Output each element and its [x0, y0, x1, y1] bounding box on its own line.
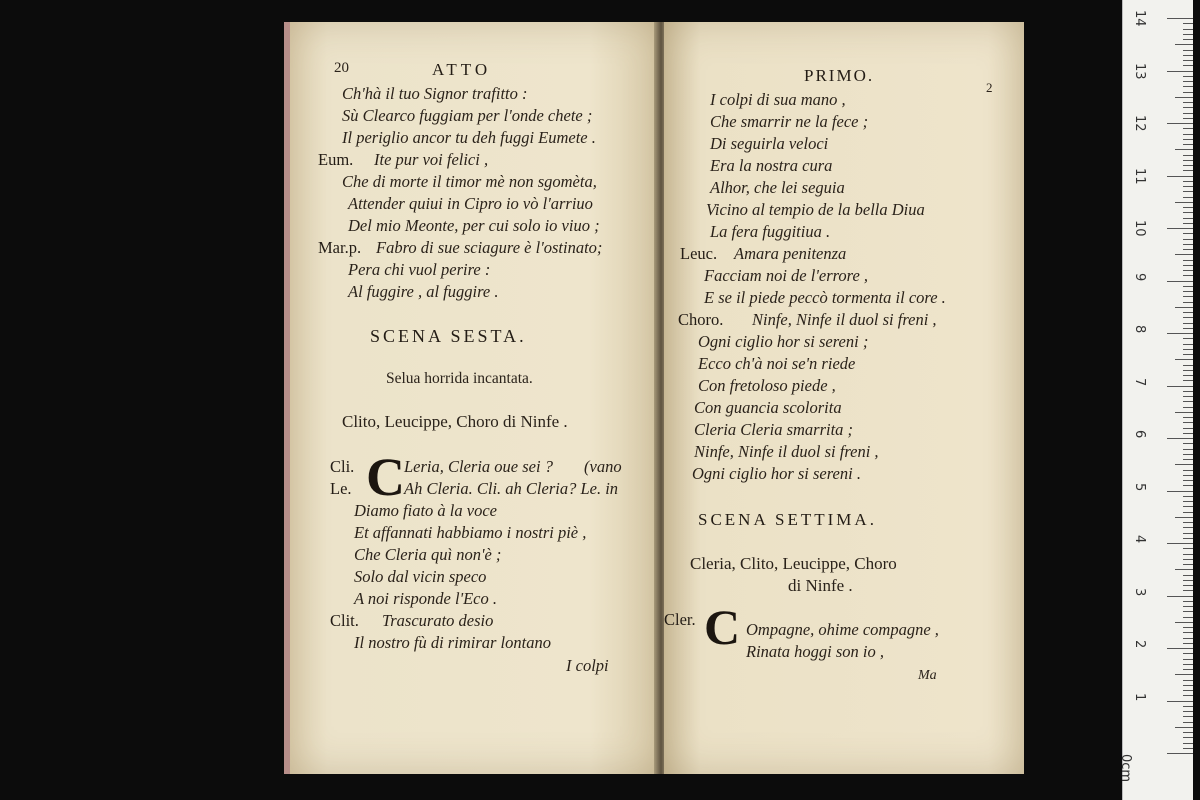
ruler-tick [1183, 249, 1193, 250]
ruler-number: 1 [1132, 692, 1147, 701]
verse-line: Ch'hà il tuo Signor trafitto : [342, 84, 528, 103]
ruler-tick [1183, 669, 1193, 670]
ruler-tick [1183, 34, 1193, 35]
verse-line: Ah Cleria. Cli. ah Cleria? Le. in [404, 479, 619, 498]
ruler-tick [1183, 207, 1193, 208]
ruler-tick [1183, 323, 1193, 324]
catchword: I colpi [566, 656, 609, 675]
measurement-ruler [1118, 0, 1193, 800]
scene-title: SCENA SESTA. [370, 326, 527, 346]
ruler-tick [1183, 695, 1193, 696]
ruler-tick [1183, 632, 1193, 633]
verse-line: Con guancia scolorita [694, 398, 842, 417]
ruler-number: 4 [1132, 535, 1147, 544]
ruler-tick [1167, 71, 1193, 72]
ruler-tick [1183, 296, 1193, 297]
ruler-tick [1167, 753, 1193, 754]
ruler-tick [1183, 380, 1193, 381]
ruler-tick [1183, 711, 1193, 712]
ruler-tick [1183, 449, 1193, 450]
ruler-tick [1183, 548, 1193, 549]
ruler-tick [1183, 428, 1193, 429]
verse-line: Alhor, che lei seguia [710, 178, 845, 197]
verse-line: Ite pur voi felici , [374, 150, 489, 169]
ruler-unit: 0cm [1118, 754, 1133, 783]
ruler-tick [1183, 475, 1193, 476]
ruler-number: 10 [1132, 220, 1147, 237]
ruler-tick [1175, 517, 1193, 518]
ruler-number: 12 [1132, 115, 1147, 132]
ruler-tick [1183, 485, 1193, 486]
ruler-tick [1183, 748, 1193, 749]
ruler-tick [1183, 233, 1193, 234]
speaker-label: Le. [330, 479, 352, 498]
ruler-tick [1183, 643, 1193, 644]
ruler-tick [1183, 391, 1193, 392]
ruler-tick [1183, 181, 1193, 182]
ruler-tick [1183, 344, 1193, 345]
ruler-tick [1183, 743, 1193, 744]
verse-line: Solo dal vicin speco [354, 567, 487, 586]
ruler-tick [1183, 370, 1193, 371]
speaker-label: Choro. [678, 310, 724, 329]
ruler-tick [1167, 701, 1193, 702]
verse-line: Che di morte il timor mè non sgomèta, [342, 172, 597, 191]
ruler-tick [1183, 286, 1193, 287]
ruler-tick [1183, 23, 1193, 24]
ruler-tick [1175, 307, 1193, 308]
speaker-label: Eum. [318, 150, 354, 169]
ruler-number: 13 [1132, 62, 1147, 80]
running-head: PRIMO. [804, 66, 875, 85]
ruler-tick [1167, 281, 1193, 282]
ruler-tick [1183, 559, 1193, 560]
ruler-tick [1183, 396, 1193, 397]
ruler-tick [1175, 464, 1193, 465]
ruler-tick [1183, 470, 1193, 471]
ruler-tick [1183, 349, 1193, 350]
ruler-tick [1183, 401, 1193, 402]
ruler-tick [1183, 407, 1193, 408]
ruler-tick [1167, 18, 1193, 19]
ruler-tick [1175, 44, 1193, 45]
verse-line: E se il piede peccò tormenta il core . [704, 288, 946, 307]
verse-line: Vicino al tempio de la bella Diua [706, 200, 925, 219]
ruler-tick [1183, 443, 1193, 444]
scene-characters: di Ninfe . [788, 576, 853, 595]
ruler-tick [1183, 653, 1193, 654]
ruler-tick [1183, 118, 1193, 119]
ruler-tick [1167, 491, 1193, 492]
verse-line: Fabro di sue sciagure è l'ostinato; [376, 238, 603, 257]
ruler-tick [1183, 433, 1193, 434]
verse-line: Pera chi vuol perire : [348, 260, 491, 279]
ruler-tick [1183, 155, 1193, 156]
ruler-tick [1183, 107, 1193, 108]
drop-cap: C [704, 599, 741, 655]
scene-title: SCENA SETTIMA. [698, 510, 877, 529]
scene-characters: Cleria, Clito, Leucippe, Choro [690, 554, 897, 573]
ruler-tick [1183, 722, 1193, 723]
verse-line: Ogni ciglio hor si sereni . [692, 464, 861, 483]
ruler-tick [1183, 522, 1193, 523]
ruler-number: 5 [1132, 482, 1147, 491]
ruler-tick [1183, 317, 1193, 318]
ruler-tick [1167, 176, 1193, 177]
ruler-tick [1175, 569, 1193, 570]
ruler-tick [1183, 55, 1193, 56]
ruler-tick [1183, 60, 1193, 61]
speaker-label: Leuc. [680, 244, 718, 263]
ruler-tick [1183, 244, 1193, 245]
verse-line: Facciam noi de l'errore , [704, 266, 869, 285]
verse-line: Al fuggire , al fuggire . [348, 282, 499, 301]
ruler-tick [1175, 727, 1193, 728]
ruler-number: 11 [1132, 167, 1147, 185]
ruler-tick [1183, 664, 1193, 665]
verse-line: Rinata hoggi son io , [746, 642, 884, 661]
ruler-tick [1183, 454, 1193, 455]
ruler-tick [1183, 480, 1193, 481]
ruler-tick [1183, 338, 1193, 339]
ruler-tick [1183, 580, 1193, 581]
ruler-tick [1175, 359, 1193, 360]
ruler-tick [1183, 365, 1193, 366]
ruler-tick [1183, 354, 1193, 355]
running-head: ATTO [432, 60, 492, 79]
ruler-tick [1183, 76, 1193, 77]
ruler-tick [1183, 496, 1193, 497]
ruler-tick [1183, 417, 1193, 418]
ruler-tick [1183, 575, 1193, 576]
ruler-number: 6 [1132, 430, 1147, 439]
ruler-tick [1183, 275, 1193, 276]
ruler-tick [1183, 512, 1193, 513]
catchword: Ma [918, 668, 937, 683]
ruler-tick [1183, 223, 1193, 224]
ruler-tick [1183, 65, 1193, 66]
ruler-tick [1183, 533, 1193, 534]
ruler-tick [1183, 659, 1193, 660]
ruler-tick [1183, 506, 1193, 507]
verse-line: Leria, Cleria oue sei ? [404, 457, 553, 476]
ruler-number: 2 [1132, 640, 1147, 649]
ruler-tick [1183, 39, 1193, 40]
verse-line: Il nostro fù di rimirar lontano [354, 633, 551, 652]
verse-line: Con fretoloso piede , [698, 376, 836, 395]
ruler-number: 7 [1132, 377, 1147, 386]
verse-line: La fera fuggitiua . [710, 222, 831, 241]
open-book [284, 22, 1024, 774]
ruler-tick [1183, 706, 1193, 707]
ruler-tick [1167, 543, 1193, 544]
ruler-tick [1183, 312, 1193, 313]
ruler-tick [1167, 333, 1193, 334]
verse-line: Amara penitenza [734, 244, 847, 263]
ruler-tick [1167, 648, 1193, 649]
speaker-label: Cli. [330, 457, 355, 476]
verse-line: Attender quiui in Cipro io vò l'arriuo [348, 194, 593, 213]
speaker-label: Clit. [330, 611, 359, 630]
verse-line: (vano [584, 457, 622, 476]
ruler-tick [1183, 422, 1193, 423]
verse-line: Ninfe, Ninfe il duol si freni , [694, 442, 879, 461]
ruler-tick [1175, 622, 1193, 623]
ruler-tick [1183, 590, 1193, 591]
ruler-tick [1183, 170, 1193, 171]
drop-cap: C [366, 447, 405, 507]
ruler-tick [1183, 212, 1193, 213]
speaker-label: Mar.p. [318, 238, 362, 257]
ruler-tick [1183, 732, 1193, 733]
verse-line: Diamo fiato à la voce [354, 501, 497, 520]
ruler-tick [1183, 218, 1193, 219]
verse-line: Il periglio ancor tu deh fuggi Eumete . [342, 128, 596, 147]
ruler-tick [1167, 228, 1193, 229]
ruler-tick [1183, 638, 1193, 639]
verse-line: Ecco ch'à noi se'n riede [698, 354, 856, 373]
ruler-tick [1183, 239, 1193, 240]
ruler-tick [1183, 265, 1193, 266]
verse-line: Ninfe, Ninfe il duol si freni , [752, 310, 937, 329]
ruler-tick [1183, 501, 1193, 502]
ruler-tick [1183, 291, 1193, 292]
ruler-tick [1183, 459, 1193, 460]
ruler-tick [1183, 128, 1193, 129]
ruler-tick [1183, 86, 1193, 87]
ruler-number: 14 [1132, 10, 1147, 27]
ruler-tick [1183, 554, 1193, 555]
ruler-tick [1183, 186, 1193, 187]
verse-line: Ompagne, ohime compagne , [746, 620, 939, 639]
ruler-tick [1183, 144, 1193, 145]
ruler-tick [1183, 92, 1193, 93]
ruler-tick [1183, 165, 1193, 166]
verse-line: Trascurato desio [382, 611, 494, 630]
ruler-tick [1183, 81, 1193, 82]
verse-line: Sù Clearco fuggiam per l'onde chete ; [342, 106, 593, 125]
ruler-tick [1183, 29, 1193, 30]
ruler-tick [1183, 690, 1193, 691]
ruler-tick [1183, 160, 1193, 161]
ruler-tick [1183, 50, 1193, 51]
page-number: 2 [986, 80, 993, 95]
right-page [664, 22, 1024, 774]
ruler-tick [1183, 680, 1193, 681]
ruler-tick [1183, 375, 1193, 376]
ruler-tick [1167, 438, 1193, 439]
verse-line: Cleria Cleria smarrita ; [694, 420, 854, 439]
verse-line: Di seguirla veloci [710, 134, 829, 153]
verse-line: Ogni ciglio hor si sereni ; [698, 332, 869, 351]
ruler-tick [1183, 606, 1193, 607]
ruler-tick [1183, 611, 1193, 612]
ruler-tick [1183, 538, 1193, 539]
ruler-tick [1183, 134, 1193, 135]
ruler-tick [1175, 674, 1193, 675]
ruler-tick [1175, 149, 1193, 150]
ruler-tick [1167, 386, 1193, 387]
verse-line: Et affannati habbiamo i nostri piè , [354, 523, 587, 542]
ruler-number: 9 [1132, 272, 1147, 281]
verse-line: Del mio Meonte, per cui solo io viuo ; [348, 216, 600, 235]
ruler-tick [1183, 328, 1193, 329]
ruler-tick [1183, 270, 1193, 271]
verse-line: Che smarrir ne la fece ; [710, 112, 869, 131]
ruler-tick [1183, 191, 1193, 192]
verse-line: A noi risponde l'Eco . [354, 589, 498, 608]
ruler-tick [1183, 260, 1193, 261]
left-page [284, 22, 664, 774]
ruler-number: 3 [1132, 587, 1147, 596]
ruler-tick [1167, 123, 1193, 124]
ruler-tick [1183, 139, 1193, 140]
ruler-tick [1183, 737, 1193, 738]
ruler-tick [1183, 585, 1193, 586]
ruler-tick [1167, 596, 1193, 597]
scene-characters: Clito, Leucippe, Choro di Ninfe . [342, 412, 568, 431]
ruler-tick [1183, 302, 1193, 303]
ruler-tick [1183, 627, 1193, 628]
ruler-tick [1183, 113, 1193, 114]
ruler-tick [1183, 601, 1193, 602]
ruler-tick [1183, 617, 1193, 618]
ruler-tick [1175, 254, 1193, 255]
ruler-tick [1175, 412, 1193, 413]
verse-line: Che Cleria quì non'è ; [354, 545, 502, 564]
speaker-label: Cler. [664, 610, 696, 629]
ruler-tick [1183, 716, 1193, 717]
scene-setting: Selua horrida incantata. [386, 370, 533, 387]
verse-line: Era la nostra cura [710, 156, 833, 175]
ruler-tick [1183, 197, 1193, 198]
ruler-number: 8 [1132, 325, 1147, 334]
ruler-tick [1183, 102, 1193, 103]
ruler-tick [1183, 564, 1193, 565]
ruler-tick [1183, 685, 1193, 686]
verse-line: I colpi di sua mano , [710, 90, 846, 109]
ruler-tick [1175, 97, 1193, 98]
ruler-tick [1183, 527, 1193, 528]
page-number: 20 [334, 60, 349, 76]
ruler-tick [1175, 202, 1193, 203]
